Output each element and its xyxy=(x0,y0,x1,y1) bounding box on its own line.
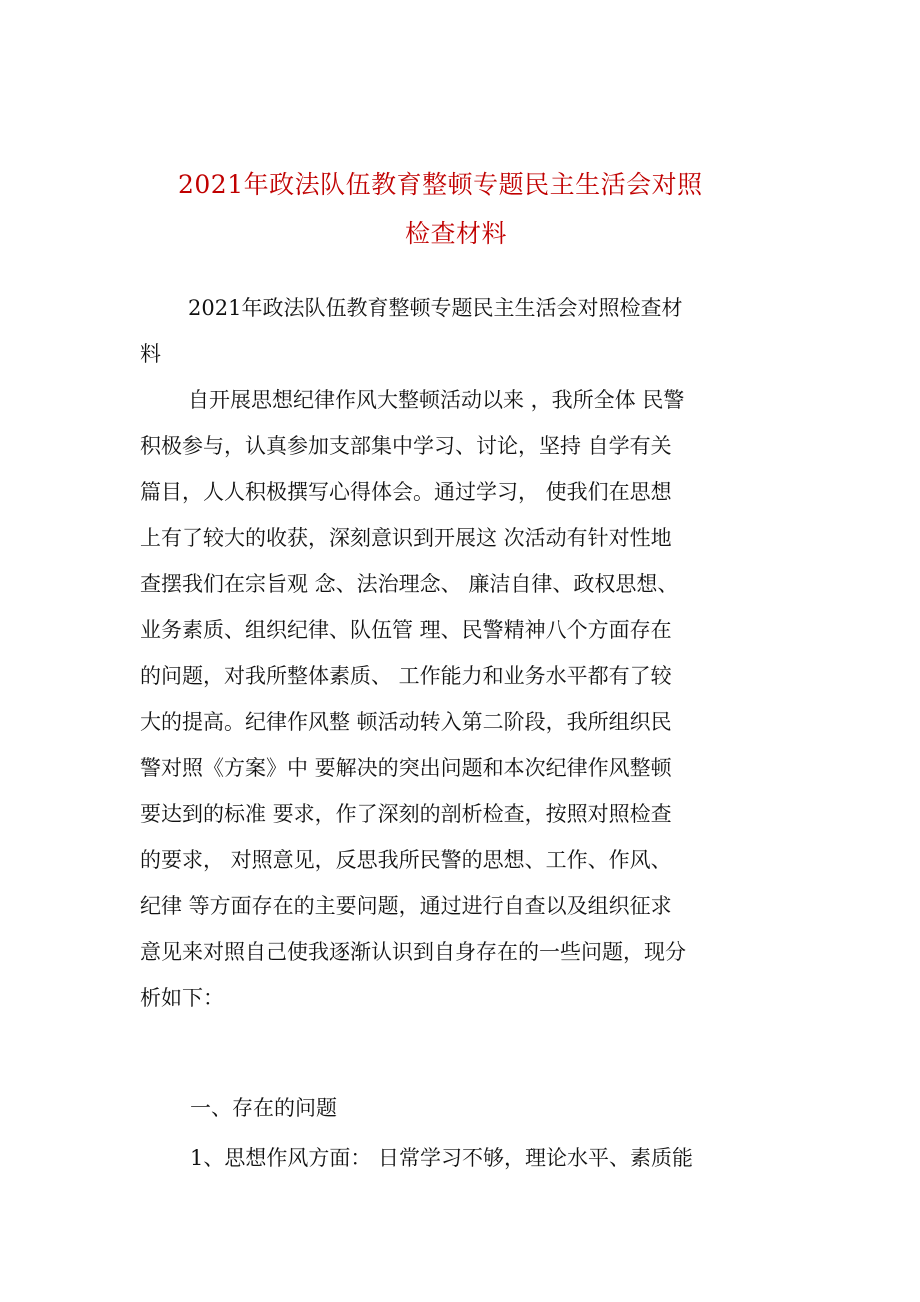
body-line: 析如下： xyxy=(140,986,224,1010)
body-line: 警对照《方案》中 要解决的突出问题和本次纪律作风整顿 xyxy=(140,756,672,780)
body-line: 意见来对照自己使我逐渐认识到自身存在的一些问题，现分 xyxy=(140,940,686,964)
body-line: 要达到的标准 要求，作了深刻的剖析检查，按照对照检查 xyxy=(140,802,672,826)
document-title-line-1: 2021年政法队伍教育整顿专题民主生活会对照 xyxy=(178,170,703,199)
list-item: 1、思想作风方面： 日常学习不够，理论水平、素质能 xyxy=(190,1146,694,1170)
body-line: 的问题，对我所整体素质、 工作能力和业务水平都有了较 xyxy=(140,664,672,688)
body-line: 上有了较大的收获，深刻意识到开展这 次活动有针对性地 xyxy=(140,526,672,550)
body-line: 自开展思想纪律作风大整顿活动以来 ，我所全体 民警 xyxy=(188,388,685,412)
body-line: 业务素质、组织纪律、队伍管 理、民警精神八个方面存在 xyxy=(140,618,672,642)
body-line: 篇目，人人积极撰写心得体会。通过学习， 使我们在思想 xyxy=(140,480,672,504)
body-line: 的要求， 对照意见，反思我所民警的思想、工作、作风、 xyxy=(140,848,672,872)
body-line: 查摆我们在宗旨观 念、法治理念、 廉洁自律、政权思想、 xyxy=(140,572,679,596)
body-line: 积极参与，认真参加支部集中学习、讨论，坚持 自学有关 xyxy=(140,434,672,458)
body-line: 纪律 等方面存在的主要问题，通过进行自查以及组织征求 xyxy=(140,894,672,918)
section-heading: 一、存在的问题 xyxy=(190,1096,337,1120)
body-line: 2021年政法队伍教育整顿专题民主生活会对照检查材 xyxy=(188,296,683,320)
body-line: 大的提高。纪律作风整 顿活动转入第二阶段，我所组织民 xyxy=(140,710,672,734)
body-line: 料 xyxy=(140,342,161,366)
document-title-line-2: 检查材料 xyxy=(405,219,508,248)
